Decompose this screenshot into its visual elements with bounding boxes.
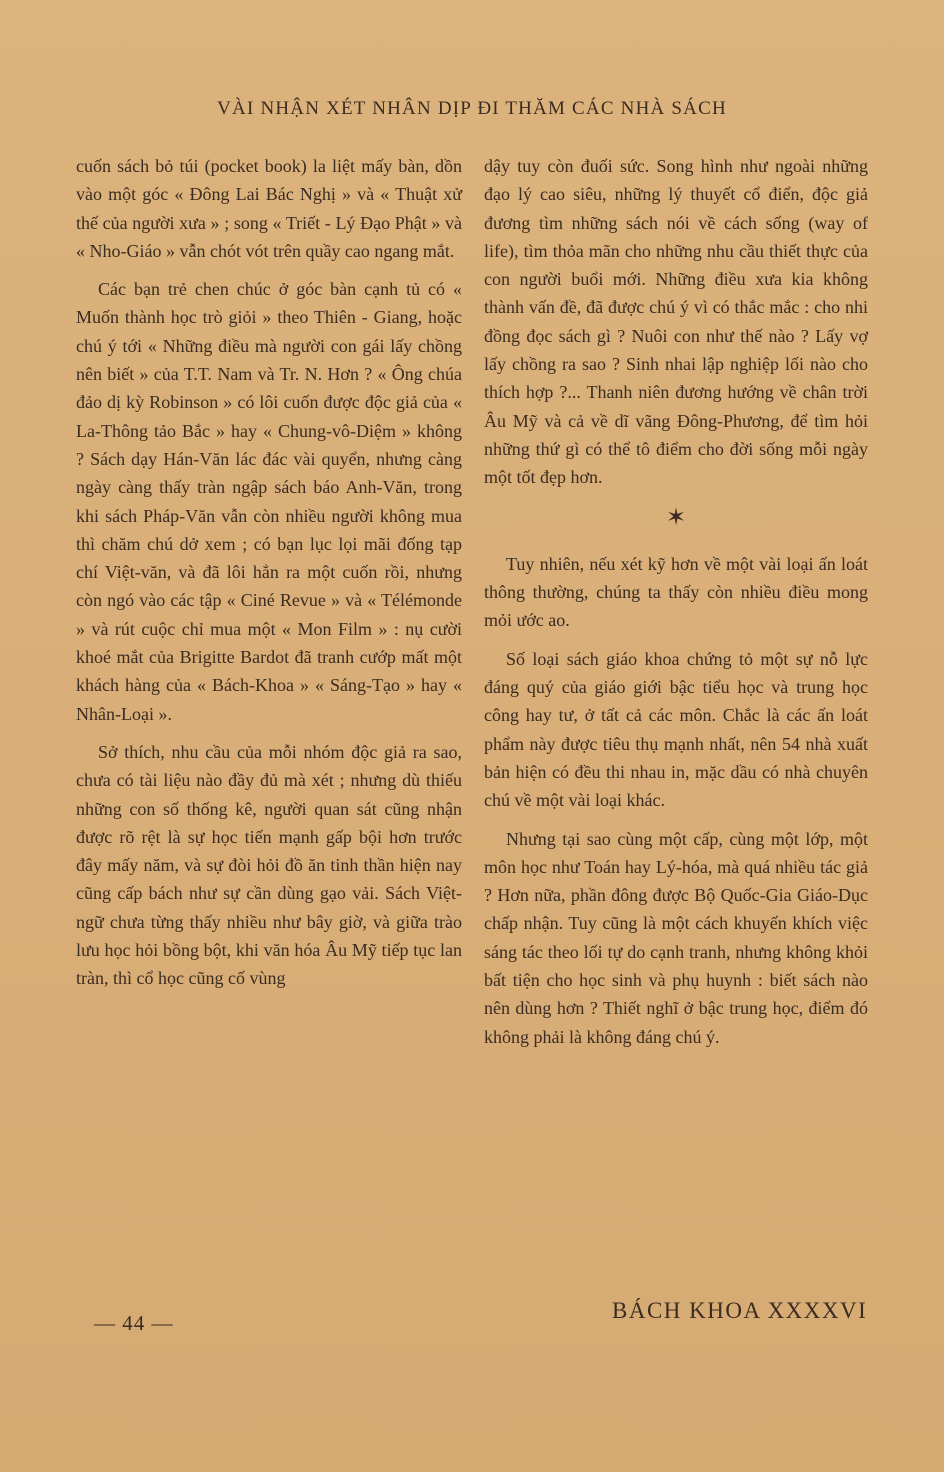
paragraph: Các bạn trẻ chen chúc ở góc bàn cạnh tủ có « Muốn thành học trò giỏi » theo Thiên - Giang, hoặc chú ý tới « Những điều mà người con gái lấy chồng nên biết » của T.T. Nam và Tr. N. Hơn ? « Ông chúa đảo dị kỳ Robinson » có lôi cuốn được độc giả của « La-Thông tảo Bắc » hay « Chung-vô-Diệm » không ? Sách dạy Hán-Văn lác đác vài quyển, nhưng càng ngày càng thấy tràn ngập sách báo Anh-Văn, trong khi sách Pháp-Văn vẫn còn nhiều người không mua thì chăm chú dở xem ; có bạn lục lọi mãi đống tạp chí Việt-văn, và đã lôi hẳn ra một cuốn rồi, nhưng còn ngó vào các tập « Ciné Revue » và « Télémonde » và rút cuộc chỉ mua một « Mon Film » : nụ cười khoé mắt của Brigitte Bardot đã tranh cướp mất một khách hàng của « Bách-Khoa » « Sáng-Tạo » hay « Nhân-Loại ». <box>76 279 462 724</box>
left-column <box>76 152 462 1003</box>
paragraph: Số loại sách giáo khoa chứng tỏ một sự nỗ lực đáng quý của giáo giới bậc tiểu học và trung học công hay tư, ở tất cả các môn. Chắc là các ấn loát phẩm này được tiêu thụ mạnh nhất, nên 54 nhà xuất bản hiện có đều thi nhau in, mặc dầu có nhà chuyên chú về một vài loại khác. <box>484 648 868 811</box>
paragraph: cuốn sách bỏ túi (pocket book) la liệt mấy bàn, dồn vào một góc « Đông Lai Bác Nghị » và « Thuật xử thế của người xưa » ; song « Triết - Lý Đạo Phật » và « Nho-Giáo » vẫn chót vót trên quầy cao ngang mắt. <box>76 156 462 261</box>
section-separator-icon: ✶ <box>665 504 687 531</box>
paragraph: Nhưng tại sao cùng một cấp, cùng một lớp, một môn học như Toán hay Lý-hóa, mà quá nhiều tác giả ? Hơn nữa, phần đông được Bộ Quốc-Gia Giáo-Dục chấp nhận. Tuy cũng là một cách khuyến khích việc sáng tác theo lối tự do cạnh tranh, nhưng không khỏi bất tiện cho học sinh và phụ huynh : biết sách nào nên dùng hơn ? Thiết nghĩ ở bậc trung học, điểm đó không phải là không đáng chú ý. <box>484 828 868 1047</box>
paragraph: Sở thích, nhu cầu của mỗi nhóm độc giả ra sao, chưa có tài liệu nào đầy đủ mà xét ; nhưng dù thiếu những con số thống kê, người quan sát cũng nhận được rõ rệt là sự học tiến mạnh gấp bội hơn trước đây mấy năm, và sự đòi hỏi đồ ăn tinh thần hiện nay cũng cấp bách như sự cần dùng gạo vải. Sách Việt-ngữ chưa từng thấy nhiều như bây giờ, và giữa trào lưu học hỏi bồng bột, khi văn hóa Âu Mỹ tiếp tục lan tràn, thì cổ học cũng cố vùng <box>76 741 462 989</box>
running-header: VÀI NHẬN XÉT NHÂN DỊP ĐI THĂM CÁC NHÀ SÁCH <box>217 98 727 119</box>
page-number: — 44 — <box>94 1311 174 1335</box>
right-column <box>484 152 868 1061</box>
publication-footer: BÁCH KHOA XXXXVI <box>612 1298 868 1323</box>
paragraph: Tuy nhiên, nếu xét kỹ hơn về một vài loại ấn loát thông thường, chúng ta thấy còn nhiều điều mong mỏi ước ao. <box>484 553 868 631</box>
paragraph: dậy tuy còn đuối sức. Song hình như ngoài những đạo lý cao siêu, những lý thuyết cổ điển, độc giả đương tìm những sách nói về cách sống (way of life), tìm thỏa mãn cho những nhu cầu thiết thực của con người buổi mới. Những điều xưa kia không thành vấn đề, đã được chú ý vì có thắc mắc : cho nhi đồng đọc sách gì ? Nuôi con như thế nào ? Lấy vợ lấy chồng ra sao ? Sinh nhai lập nghiệp lối nào cho thích hợp ?... Thanh niên đương hướng về chân trời Âu Mỹ và cả về dĩ vãng Đông-Phương, để tìm hỏi những thứ gì có thể tô điểm cho đời sống mỗi ngày một tốt đẹp hơn. <box>484 156 868 488</box>
